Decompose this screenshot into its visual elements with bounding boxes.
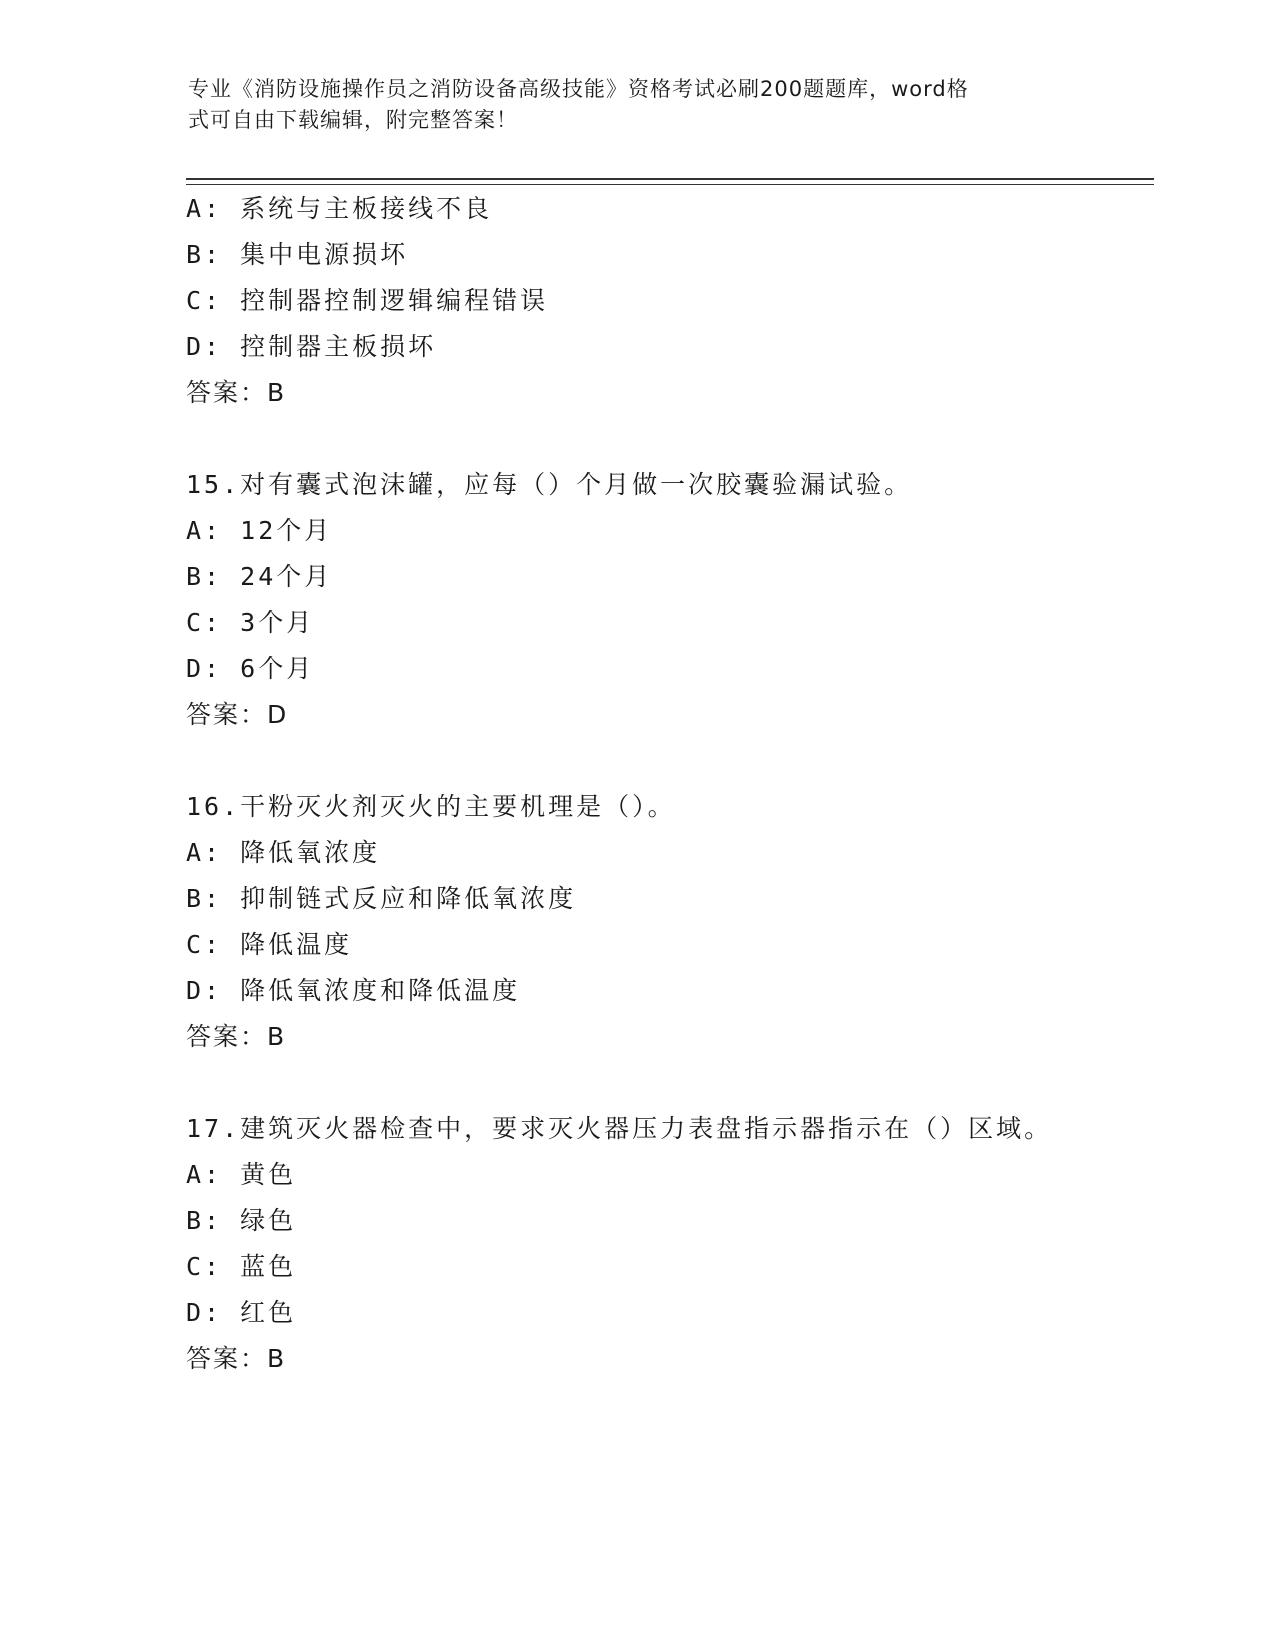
option-b: B: 绿色 <box>186 1206 297 1235</box>
option-a: A: 系统与主板接线不良 <box>186 194 493 223</box>
option-a: A: 黄色 <box>186 1160 297 1189</box>
answer-line: 答案：B <box>186 1022 287 1051</box>
option-d: D: 降低氧浓度和降低温度 <box>186 976 521 1005</box>
option-b: B: 集中电源损坏 <box>186 240 409 269</box>
question-block-17 <box>186 1106 1146 1382</box>
question-block-14 <box>186 186 1146 416</box>
option-b: B: 24个月 <box>186 562 333 591</box>
question-stem: 15.对有囊式泡沫罐，应每（）个月做一次胶囊验漏试验。 <box>186 470 913 499</box>
document-header <box>188 74 1068 136</box>
answer-line: 答案：D <box>186 700 289 729</box>
option-d: D: 6个月 <box>186 654 315 683</box>
option-c: C: 降低温度 <box>186 930 353 959</box>
question-stem: 16.干粉灭火剂灭火的主要机理是（）。 <box>186 792 676 821</box>
header-line-2: 式可自由下载编辑，附完整答案！ <box>188 108 518 132</box>
option-c: C: 蓝色 <box>186 1252 297 1281</box>
question-block-16 <box>186 784 1146 1060</box>
option-a: A: 降低氧浓度 <box>186 838 381 867</box>
option-c: C: 控制器控制逻辑编程错误 <box>186 286 549 315</box>
header-line-1: 专业《消防设施操作员之消防设备高级技能》资格考试必刷200题题库，word格 <box>188 77 969 101</box>
answer-line: 答案：B <box>186 378 287 407</box>
option-a: A: 12个月 <box>186 516 333 545</box>
option-c: C: 3个月 <box>186 608 315 637</box>
question-stem: 17.建筑灭火器检查中，要求灭火器压力表盘指示器指示在（）区域。 <box>186 1114 1053 1143</box>
option-d: D: 控制器主板损坏 <box>186 332 437 361</box>
option-d: D: 红色 <box>186 1298 297 1327</box>
question-block-15 <box>186 462 1146 738</box>
header-rule-thin <box>186 184 1154 185</box>
option-b: B: 抑制链式反应和降低氧浓度 <box>186 884 577 913</box>
answer-line: 答案：B <box>186 1344 287 1373</box>
question-list <box>186 186 1146 1382</box>
header-rule-thick <box>186 178 1154 180</box>
